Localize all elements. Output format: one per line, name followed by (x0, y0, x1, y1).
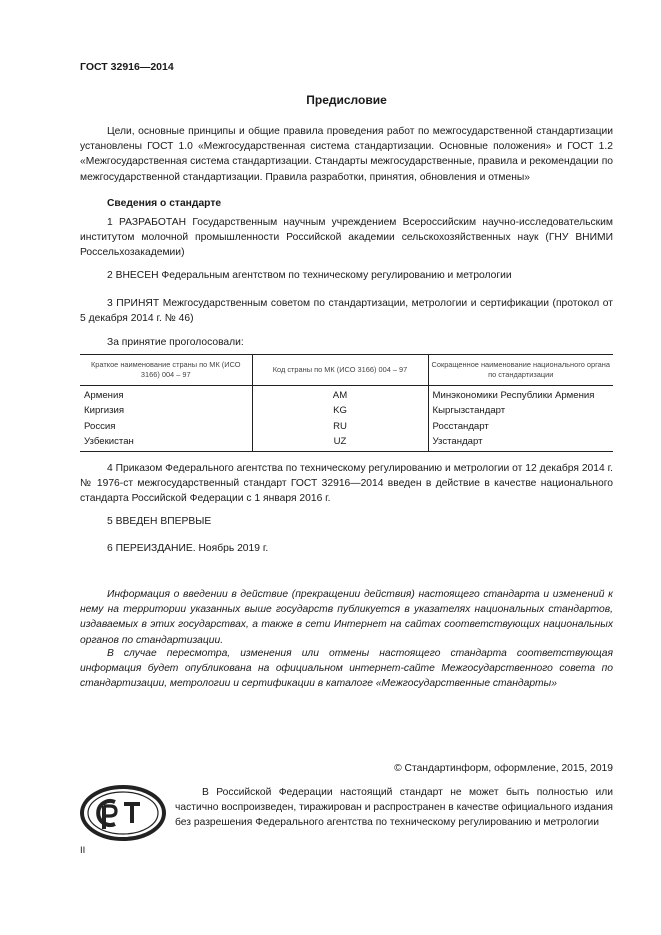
item-developed-label: 1 РАЗРАБОТАН (107, 217, 187, 228)
vote-caption: За принятие проголосовали: (107, 337, 244, 348)
rst-logo (78, 783, 168, 843)
item-submitted-text: Федеральным агентством по техническому регулированию и метрологии (158, 270, 512, 281)
item-submitted-label: 2 ВНЕСЕН (107, 270, 159, 281)
code-cell: AM (252, 386, 428, 404)
item-order: 4 Приказом Федерального агентства по техническому регулированию и метрологии от 12 декабря 2014 г. № 1976-ст межгосударственный стандарт ГОСТ 32916—2014 введен в действие в качестве национального стандарта Российской Федерации с 1 января 2016 г. (80, 463, 613, 505)
body-cell: Минэкономики Республики Армения (428, 386, 613, 404)
code-cell: UZ (252, 434, 428, 451)
info-paragraph-revision: В случае пересмотра, изменения или отмены настоящего стандарта соответствующая информация будет опубликована на официальном интернет-сайте Межгосударственного совета по стандартизации, метрологии и сертификации в каталоге «Межгосударственные стандарты» (80, 648, 613, 690)
item-developed (80, 215, 613, 261)
body-cell: Кыргызстандарт (428, 403, 613, 418)
voting-table (80, 354, 613, 452)
country-cell: Россия (84, 420, 116, 432)
code-cell: KG (252, 403, 428, 418)
code-cell: RU (252, 419, 428, 434)
item-adopted (80, 296, 613, 326)
table-row (80, 386, 613, 404)
header-code: Код страны по МК (ИСО 3166) 004 – 97 (252, 355, 428, 386)
info-paragraph-publication: Информация о введении в действие (прекращении действия) настоящего стандарта и изменений к нему на территории указанных выше государств публикуется в указателях национальных стандартов, издаваемых в этих государствах, а также в сети Интернет на сайтах соответствующих национальных органов по стандартизации. (80, 589, 613, 646)
table-row (80, 419, 613, 434)
table-row (80, 403, 613, 418)
item-reissue: 6 ПЕРЕИЗДАНИЕ. Ноябрь 2019 г. (107, 543, 269, 554)
table-row (80, 434, 613, 451)
item-adopted-label: 3 ПРИНЯТ (107, 298, 160, 309)
item-first-introduced: 5 ВВЕДЕН ВПЕРВЫЕ (107, 516, 212, 527)
page-number: II (80, 845, 86, 856)
rights-notice: В Российской Федерации настоящий стандарт не может быть полностью или частично воспроизведен, тиражирован и распространен в качестве официального издания без разрешения Федерального агентства по техническому регулированию и метрологии (175, 787, 613, 829)
item-developed-text: Государственным научным учреждением Всероссийским научно-исследовательским институтом молочной промышленности Российской академии сельскохозяйственных наук (ГНУ ВНИМИ Россельхозакадемии) (80, 217, 613, 259)
country-cell: Киргизия (84, 405, 125, 417)
item-adopted-text: Межгосударственным советом по стандартизации, метрологии и сертификации (протокол от 5 декабря 2014 г. № 46) (80, 298, 613, 325)
copyright-line: © Стандартинформ, оформление, 2015, 2019 (394, 763, 613, 774)
document-code: ГОСТ 32916—2014 (80, 61, 174, 73)
about-heading: Сведения о стандарте (107, 198, 222, 209)
intro-paragraph: Цели, основные принципы и общие правила проведения работ по межгосударственной стандартизации установлены ГОСТ 1.0 «Межгосударственная система стандартизации. Основные положения» и ГОСТ 1.2 «Межгосударственная система стандартизации. Стандарты межгосударственные, правила и рекомендации по межгосударственной стандартизации. Правила разработки, принятия, обновления и отмены» (80, 126, 613, 183)
header-country: Краткое наименование страны по МК (ИСО 3166) 004 – 97 (80, 355, 252, 386)
body-cell: Узстандарт (428, 434, 613, 451)
body-cell: Росстандарт (428, 419, 613, 434)
header-body: Сокращенное наименование национального органа по стандартизации (428, 355, 613, 386)
country-cell: Узбекистан (80, 434, 252, 451)
country-cell: Армения (84, 390, 124, 401)
table-header-row (80, 355, 613, 386)
rst-logo-icon (78, 783, 168, 843)
page-title: Предисловие (306, 93, 387, 107)
item-submitted (80, 268, 613, 283)
